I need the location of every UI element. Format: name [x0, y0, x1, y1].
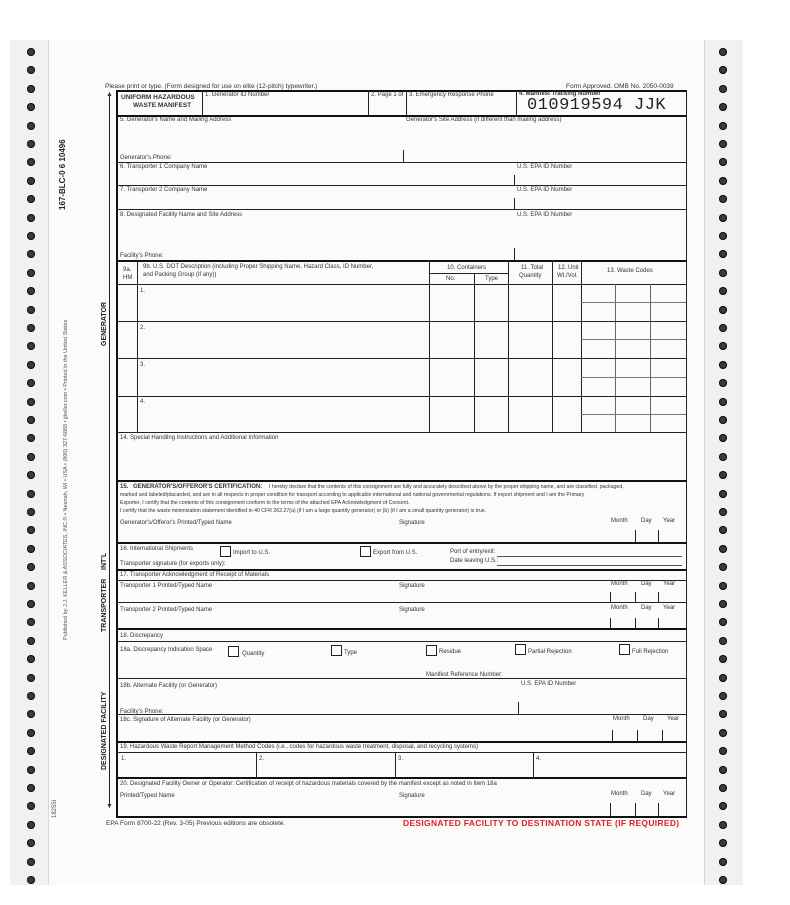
transporter2-label: 7. Transporter 2 Company Name	[120, 187, 208, 193]
intl-shipments-label: 16. International Shipments	[120, 546, 194, 552]
feed-hole	[27, 674, 35, 682]
alt-facility-signature: 18c. Signature of Alternate Facility (or Generator)	[120, 717, 251, 723]
feed-hole	[719, 85, 727, 93]
export-checkbox[interactable]	[360, 546, 371, 557]
feed-hole	[719, 747, 727, 755]
feed-hole	[719, 563, 727, 571]
feed-hole	[719, 398, 727, 406]
feed-hole	[719, 379, 727, 387]
transporter1-signature: Signature	[399, 583, 425, 589]
form-title-2: WASTE MANIFEST	[133, 102, 192, 109]
transporter1-printed: Transporter 1 Printed/Typed Name	[120, 583, 213, 589]
epa-form-number: EPA Form 8700-22 (Rev. 3-05) Previous editions are obsolete.	[106, 820, 286, 827]
quantity-label: Quantity	[242, 651, 265, 657]
transporter-ack-label: 17. Transporter Acknowledgment of Receipt of Materials	[120, 572, 270, 578]
feed-hole	[27, 342, 35, 350]
feed-hole	[719, 655, 727, 663]
feed-hole	[27, 122, 35, 130]
feed-hole	[27, 434, 35, 442]
feed-hole	[27, 103, 35, 111]
feed-hole	[719, 140, 727, 148]
feed-hole	[719, 453, 727, 461]
feed-hole	[719, 122, 727, 130]
cert-line-3: Exporter, I certify that the contents of this consignment conform to the terms of the attached EPA Acknowledgment of Consent.	[120, 500, 410, 506]
section-transporter: TRANSPORTER	[101, 578, 108, 632]
row-2-num: 2.	[140, 325, 146, 331]
feed-hole	[719, 195, 727, 203]
feed-hole	[27, 858, 35, 866]
epa-id-alt: U.S. EPA ID Number	[521, 681, 577, 687]
feed-hole	[719, 637, 727, 645]
form-title: UNIFORM HAZARDOUS	[121, 94, 195, 101]
feed-hole	[27, 140, 35, 148]
feed-hole	[719, 287, 727, 295]
feed-hole	[27, 729, 35, 737]
site-address-label: Generator's Site Address (if different than mailing address)	[406, 117, 562, 123]
feed-hole	[27, 600, 35, 608]
alt-facility-phone: Facility's Phone:	[120, 709, 164, 715]
transporter2-signature: Signature	[399, 607, 425, 613]
feed-hole	[27, 692, 35, 700]
epa-id-3: U.S. EPA ID Number	[517, 212, 573, 218]
section-generator: GENERATOR	[101, 301, 108, 346]
facility-phone-label: Facility's Phone:	[120, 253, 164, 259]
tracking-number: 010919594 JJK	[527, 96, 667, 115]
transporter1-label: 6. Transporter 1 Company Name	[120, 164, 208, 170]
feed-hole	[27, 66, 35, 74]
publisher-imprint: Published by J.J. KELLER & ASSOCIATES, INC.® • Neenah, WI • USA • (800) 327-6868 • jjkeller.com • Printed in the United States	[63, 319, 69, 640]
destination-copy-label: DESIGNATED FACILITY TO DESTINATION STATE (IF REQUIRED)	[403, 818, 680, 828]
feed-hole	[719, 269, 727, 277]
feed-hole	[27, 287, 35, 295]
feed-hole	[719, 416, 727, 424]
feed-hole	[27, 821, 35, 829]
discrepancy-space-label: 18a. Discrepancy Indication Space	[120, 647, 213, 653]
cert-num: 15.	[120, 484, 129, 490]
day-2: Day	[641, 581, 652, 587]
month-3: Month	[611, 605, 628, 611]
col-10-no: No.	[446, 276, 456, 282]
col-9a: 9a.	[123, 267, 132, 273]
section-intl: INT'L	[101, 552, 108, 570]
feed-hole	[719, 66, 727, 74]
feed-hole	[27, 490, 35, 498]
year-2: Year	[663, 581, 676, 587]
col-11: 11. Total	[521, 265, 544, 271]
partial-rejection-label: Partial Rejection	[528, 649, 572, 655]
discrepancy-label: 18. Discrepancy	[120, 633, 164, 639]
feed-hole	[27, 545, 35, 553]
date-leaving-label: Date leaving U.S.:	[450, 558, 499, 564]
instructions-text: Please print or type. (Form designed for use on elite (12-pitch) typewriter.)	[105, 83, 318, 90]
method-code-3: 3.	[398, 756, 404, 762]
facility-owner-cert: 20. Designated Facility Owner or Operator: Certification of receipt of hazardous materials covered by the manifest except as noted in Item 18a	[120, 781, 497, 787]
year-3: Year	[663, 605, 676, 611]
method-code-1: 1.	[121, 756, 127, 762]
col-12: 12. Unit	[558, 265, 579, 271]
method-code-2: 2.	[259, 756, 265, 762]
feed-hole	[719, 103, 727, 111]
feed-hole	[719, 361, 727, 369]
type-label: Type	[344, 650, 358, 656]
feed-hole	[27, 710, 35, 718]
year-4: Year	[667, 716, 680, 722]
facility-label: 8. Designated Facility Name and Site Address	[120, 212, 243, 218]
month-1: Month	[611, 518, 628, 524]
feed-hole	[719, 784, 727, 792]
port-label: Port of entry/exit:	[450, 549, 496, 555]
year-1: Year	[663, 518, 676, 524]
feed-hole	[719, 729, 727, 737]
day-1: Day	[641, 518, 652, 524]
feed-hole	[719, 618, 727, 626]
type-checkbox[interactable]	[331, 645, 342, 656]
method-code-4: 4.	[536, 756, 542, 762]
tracking-number-label: 4. Manifest Tracking Number	[519, 91, 601, 97]
feed-hole	[27, 214, 35, 222]
full-rejection-checkbox[interactable]	[619, 644, 630, 655]
feed-hole	[27, 876, 35, 884]
feed-hole	[719, 821, 727, 829]
page-label: 2. Page 1 of	[371, 92, 404, 98]
facility-printed-name: Printed/Typed Name	[120, 793, 175, 799]
feed-hole	[719, 545, 727, 553]
import-label: Import to U.S.	[233, 550, 271, 556]
feed-hole	[719, 490, 727, 498]
feed-hole	[719, 710, 727, 718]
epa-id-2: U.S. EPA ID Number	[517, 187, 573, 193]
feed-hole	[27, 398, 35, 406]
export-label: Export from U.S.	[373, 550, 418, 556]
residue-checkbox[interactable]	[426, 645, 437, 656]
feed-hole	[719, 766, 727, 774]
feed-hole	[27, 195, 35, 203]
feed-hole	[27, 637, 35, 645]
generator-printed-name: Generator's/Offeror's Printed/Typed Name	[120, 520, 232, 526]
feed-hole	[27, 582, 35, 590]
feed-hole	[27, 453, 35, 461]
feed-hole	[27, 85, 35, 93]
feed-hole	[719, 324, 727, 332]
special-handling-label: 14. Special Handling Instructions and Additional Information	[120, 435, 279, 441]
method-codes-label: 19. Hazardous Waste Report Management Method Codes (i.e., codes for hazardous waste treatment, disposal, and recycling systems)	[120, 744, 478, 750]
feed-hole	[719, 600, 727, 608]
feed-hole	[719, 177, 727, 185]
feed-hole	[27, 563, 35, 571]
feed-hole	[27, 306, 35, 314]
feed-hole	[719, 471, 727, 479]
feed-hole	[27, 508, 35, 516]
feed-hole	[719, 692, 727, 700]
feed-hole	[27, 839, 35, 847]
month-5: Month	[611, 791, 628, 797]
feed-hole	[27, 802, 35, 810]
section-designated-facility: DESIGNATED FACILITY	[101, 691, 108, 770]
col-13: 13. Waste Codes	[607, 268, 653, 274]
emergency-phone-label: 3. Emergency Response Phone	[409, 92, 494, 98]
col-9b: 9b. U.S. DOT Description (including Proper Shipping Name, Hazard Class, ID Number,	[143, 264, 374, 270]
col-hm: HM	[123, 275, 133, 281]
feed-hole	[719, 526, 727, 534]
feed-hole	[719, 434, 727, 442]
generator-phone-label: Generator's Phone:	[120, 155, 172, 161]
col-9b-2: and Packing Group (if any))	[143, 272, 217, 278]
day-3: Day	[641, 605, 652, 611]
feed-hole	[719, 508, 727, 516]
right-feed-strip	[703, 40, 743, 885]
month-2: Month	[611, 581, 628, 587]
feed-hole	[27, 747, 35, 755]
feed-hole	[719, 839, 727, 847]
generator-signature: Signature	[399, 520, 425, 526]
quantity-checkbox[interactable]	[228, 646, 239, 657]
feed-hole	[27, 269, 35, 277]
cert-label: GENERATOR'S/OFFEROR'S CERTIFICATION:	[133, 484, 263, 490]
feed-hole	[27, 766, 35, 774]
cert-line-4: I certify that the waste minimization statement identified in 40 CFR 262.27(a) (if I am a large quantity generator) or (b) (if I am a small quantity generator) is true.	[120, 508, 487, 514]
cert-line-2: marked and labeled/placarded, and are in all respects in proper condition for transport according to applicable international and national governmental regulations. If export shipment and I am the Primary	[120, 492, 585, 498]
feed-hole	[719, 232, 727, 240]
generator-name-label: 5. Generator's Name and Mailing Address	[120, 117, 232, 123]
feed-hole	[27, 177, 35, 185]
feed-hole	[719, 858, 727, 866]
feed-hole	[719, 214, 727, 222]
col-10: 10. Containers	[447, 265, 487, 271]
feed-hole	[27, 471, 35, 479]
feed-hole	[719, 802, 727, 810]
form-stock-code: 167-BLC-0 6 10496	[58, 139, 67, 210]
left-feed-strip	[10, 40, 48, 885]
transporter2-printed: Transporter 2 Printed/Typed Name	[120, 607, 213, 613]
col-11b: Quantity	[519, 273, 542, 279]
feed-hole	[27, 158, 35, 166]
col-10-type: Type	[485, 276, 499, 282]
year-5: Year	[663, 791, 676, 797]
import-checkbox[interactable]	[220, 546, 231, 557]
facility-signature: Signature	[399, 793, 425, 799]
col-12b: Wt./Vol.	[557, 273, 578, 279]
feed-hole	[719, 674, 727, 682]
month-4: Month	[613, 716, 630, 722]
omb-approval: Form Approved. OMB No. 2050-0039	[566, 83, 674, 90]
feed-hole	[27, 324, 35, 332]
feed-hole	[27, 526, 35, 534]
cert-line-1: I hereby declare that the contents of this consignment are fully and accurately described above by the proper shipping name, and are classified, packaged,	[269, 484, 624, 490]
feed-hole	[27, 48, 35, 56]
feed-hole	[719, 342, 727, 350]
day-4: Day	[643, 716, 654, 722]
feed-hole	[27, 784, 35, 792]
feed-hole	[27, 250, 35, 258]
feed-hole	[27, 655, 35, 663]
full-rejection-label: Full Rejection	[632, 649, 669, 655]
feed-hole	[719, 250, 727, 258]
manifest-reference-label: Manifest Reference Number:	[426, 672, 503, 678]
feed-hole	[719, 582, 727, 590]
residue-label: Residue	[439, 649, 462, 655]
feed-hole	[719, 48, 727, 56]
stock-number: 18255I	[52, 799, 58, 818]
feed-hole	[27, 232, 35, 240]
row-4-num: 4.	[140, 399, 146, 405]
feed-hole	[719, 306, 727, 314]
alternate-facility-label: 18b. Alternate Facility (or Generator)	[120, 683, 218, 689]
feed-hole	[719, 158, 727, 166]
partial-rejection-checkbox[interactable]	[515, 644, 526, 655]
generator-id-label: 1. Generator ID Number	[205, 92, 270, 98]
day-5: Day	[641, 791, 652, 797]
transporter-export-sig: Transporter signature (for exports only):	[120, 561, 226, 567]
feed-hole	[27, 618, 35, 626]
feed-hole	[27, 416, 35, 424]
feed-hole	[719, 876, 727, 884]
row-3-num: 3.	[140, 362, 146, 368]
feed-hole	[27, 361, 35, 369]
row-1-num: 1.	[140, 288, 146, 294]
epa-id-1: U.S. EPA ID Number	[517, 164, 573, 170]
feed-hole	[27, 379, 35, 387]
